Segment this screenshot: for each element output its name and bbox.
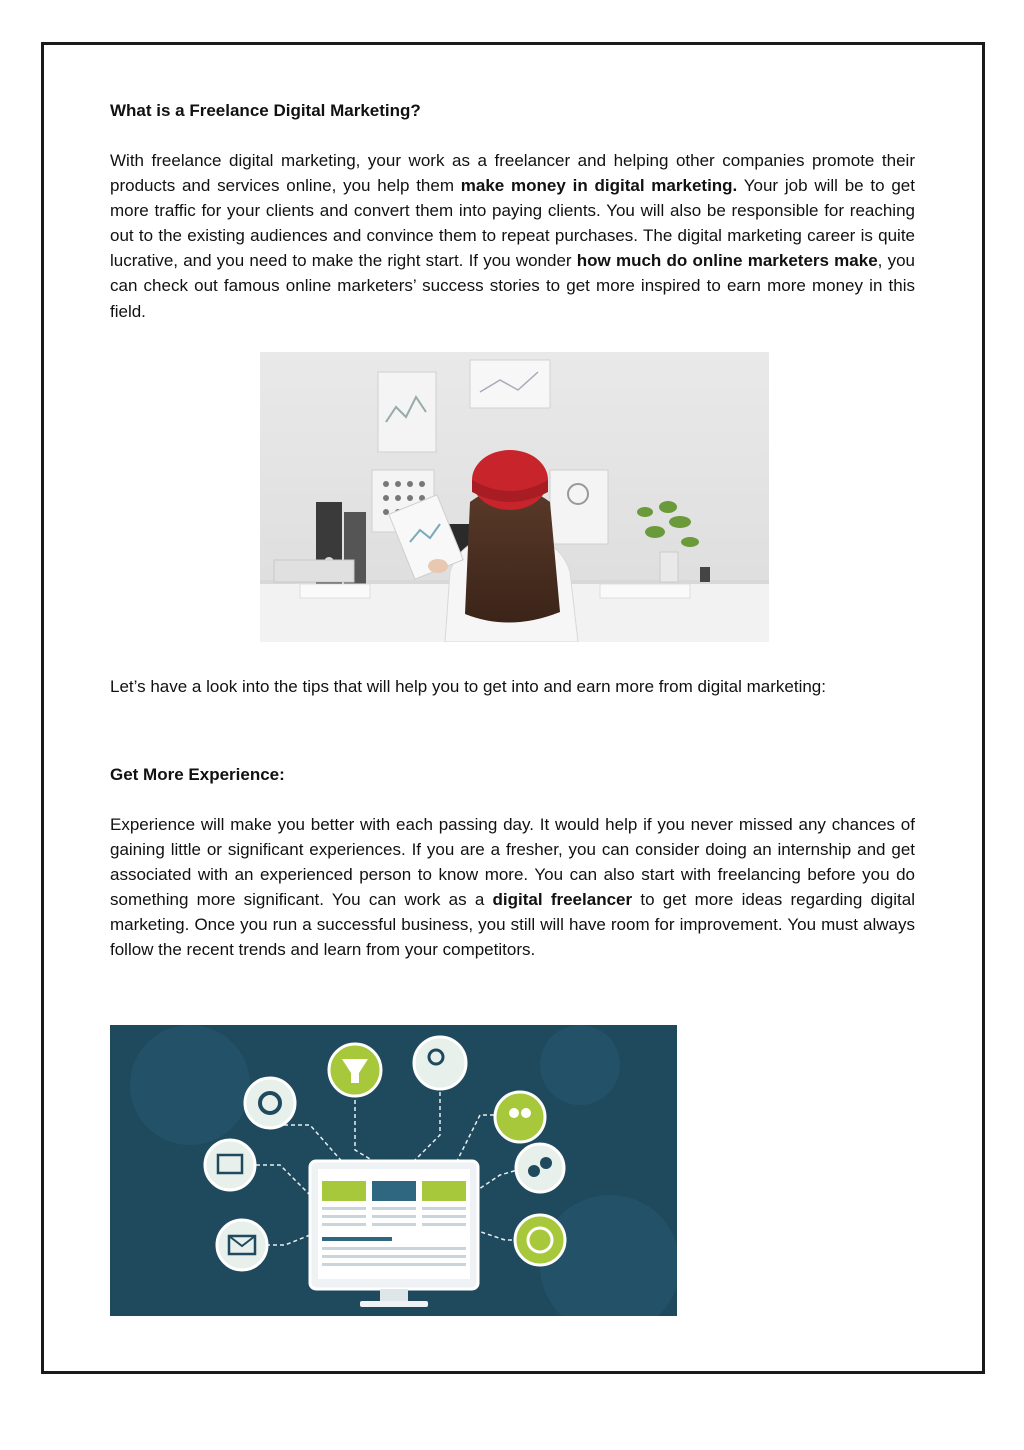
section-title: Get More Experience:: [110, 765, 285, 784]
email-icon: [217, 1220, 267, 1270]
team-icon: [495, 1092, 545, 1142]
bold-link-text: how much do online marketers make: [576, 251, 878, 271]
section-title: What is a Freelance Digital Marketing?: [110, 101, 421, 120]
refresh-chart-icon: [515, 1215, 565, 1265]
text-run: Your job will be to get more traffic for your clients and convert them into paying clients. You will also be responsible for reaching out to the existing audiences and convince them to repeat purchases. The digital marketing career is quite lucrative, and you need to make the right start. If you wonder: [110, 176, 915, 271]
paragraph: Let’s have a look into the tips that will help you to get into and earn more from digital marketing:: [110, 677, 826, 696]
bar-chart-icon: [205, 1140, 255, 1190]
people-chat-icon: [516, 1144, 564, 1192]
bold-link-text: make money in digital marketing.: [460, 176, 738, 196]
funnel-icon: [329, 1044, 381, 1096]
section-what-is-body: [110, 148, 915, 324]
text-run: , you can check out famous online marketers’ success stories to get more inspired to earn more money in this field.: [110, 251, 915, 321]
paragraph: [110, 148, 915, 324]
paragraph: [110, 812, 915, 963]
bold-link-text: digital freelancer: [492, 890, 633, 910]
text-run: Experience will make you better with each passing day. It would help if you never missed any chances of gaining little or significant experiences. If you are a fresher, you can consider doing an internship and get associated with an experienced person to know more. You can also start with freelancing before you do something more significant. You can work as a: [110, 815, 915, 910]
text-run: to get more ideas regarding digital marketing. Once you run a successful business, you still will have room for improvement. You must always follow the recent trends and learn from your competitors.: [110, 890, 915, 960]
woman-at-desk-photo: [260, 352, 769, 642]
user-edit-icon: [414, 1037, 466, 1089]
gear-search-icon: [245, 1078, 295, 1128]
section-what-is: [110, 98, 915, 123]
section-experience: [110, 762, 915, 787]
digital-marketing-illustration: [110, 1025, 677, 1316]
section-experience-body: [110, 812, 915, 963]
text-run: With freelance digital marketing, your work as a freelancer and helping other companies promote their products and services online, you help them: [110, 151, 915, 196]
tips-intro: [110, 674, 915, 699]
